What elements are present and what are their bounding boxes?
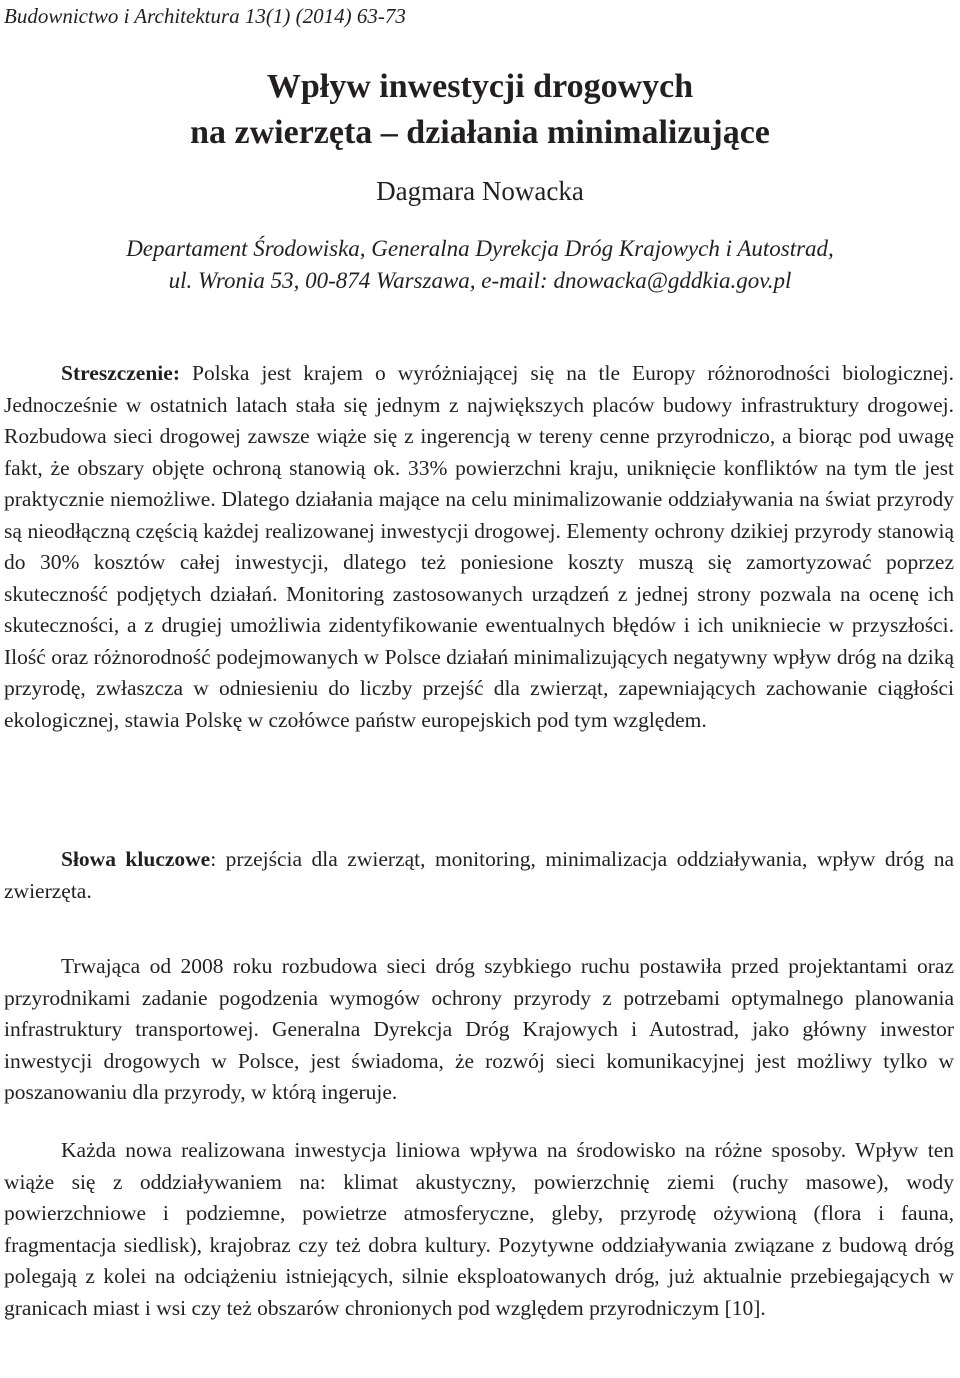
author-affiliation: [0, 233, 960, 297]
title-line-1: Wpływ inwestycji drogowych: [266, 68, 694, 105]
affiliation-line-2: ul. Wronia 53, 00-874 Warszawa, e-mail: dnowacka@gddkia.gov.pl: [168, 268, 792, 293]
abstract: [4, 358, 954, 736]
article-title: [0, 64, 960, 156]
abstract-label: Streszczenie:: [61, 361, 180, 385]
keywords: [4, 844, 954, 907]
journal-header: Budownictwo i Architektura 13(1) (2014) 63-73: [4, 4, 406, 28]
title-line-2: na zwierzęta – działania minimalizujące: [190, 114, 770, 151]
body-paragraph-2: Każda nowa realizowana inwestycja liniowa wpływa na środowisko na różne sposoby. Wpływ ten wiąże się z oddziaływaniem na: klimat akustyczny, powierzchnię ziemi (ruchy masowe), wody powierzchniowe i podziemne, powietrze atmosferyczne, gleby, przyrodę ożywioną (flora i fauna, fragmentacja siedlisk), krajobraz czy też dobra kultury. Pozytywne oddziaływania związane z budową dróg polegają z kolei na odciążeniu istniejących, silnie eksploatowanych dróg, już aktualnie przebiegających w granicach miast i wsi czy też obszarów chronionych pod względem przyrodniczym [10].: [4, 1138, 954, 1320]
affiliation-line-1: Departament Środowiska, Generalna Dyrekcja Dróg Krajowych i Autostrad,: [126, 236, 834, 261]
keywords-label: Słowa kluczowe: [61, 847, 211, 871]
abstract-text: Polska jest krajem o wyróżniającej się na tle Europy różnorodności biologicznej. Jednocześnie w ostatnich latach stała się jednym z największych placów budowy infrastruktury drogowej. Rozbudowa sieci drogowej zawsze wiąże się z ingerencją w tereny cenne przyrodniczo, a biorąc pod uwagę fakt, że obszary objęte ochroną stanowią ok. 33% powierzchni kraju, uniknięcie konfliktów na tym tle jest praktycznie niemożliwe. Dlatego działania mające na celu minimalizowanie oddziaływania na świat przyrody są nieodłączną częścią każdej realizowanej inwestycji drogowej. Elementy ochrony dzikiej przyrody stanowią do 30% kosztów całej inwestycji, dlatego też poniesione koszty muszą się zamortyzować poprzez skuteczność podjętych działań. Monitoring zastosowanych urządzeń z jednej strony pozwala na ocenę ich skuteczności, a z drugiej umożliwia zidentyfikowanie ewentualnych błędów i ich unikniecie w przyszłości. Ilość oraz różnorodność podejmowanych w Polsce działań minimalizujących negatywny wpływ dróg na dziką przyrodę, zwłaszcza w odniesieniu do liczby przejść dla zwierząt, zapewniających zachowanie ciągłości ekologicznej, stawia Polskę w czołówce państw europejskich pod tym względem.: [4, 361, 955, 732]
author-name: Dagmara Nowacka: [376, 176, 584, 206]
keywords-text: : przejścia dla zwierząt, monitoring, minimalizacja oddziaływania, wpływ dróg na zwierzęta.: [4, 847, 954, 903]
body-paragraph-1: Trwająca od 2008 roku rozbudowa sieci dróg szybkiego ruchu postawiła przed projektantami oraz przyrodnikami zadanie pogodzenia wymogów ochrony przyrody z potrzebami optymalnego planowania infrastruktury transportowej. Generalna Dyrekcja Dróg Krajowych i Autostrad, jako główny inwestor inwestycji drogowych w Polsce, jest świadoma, że rozwój sieci komunikacyjnej jest możliwy tylko w poszanowaniu dla przyrody, w którą ingeruje.: [4, 954, 954, 1104]
